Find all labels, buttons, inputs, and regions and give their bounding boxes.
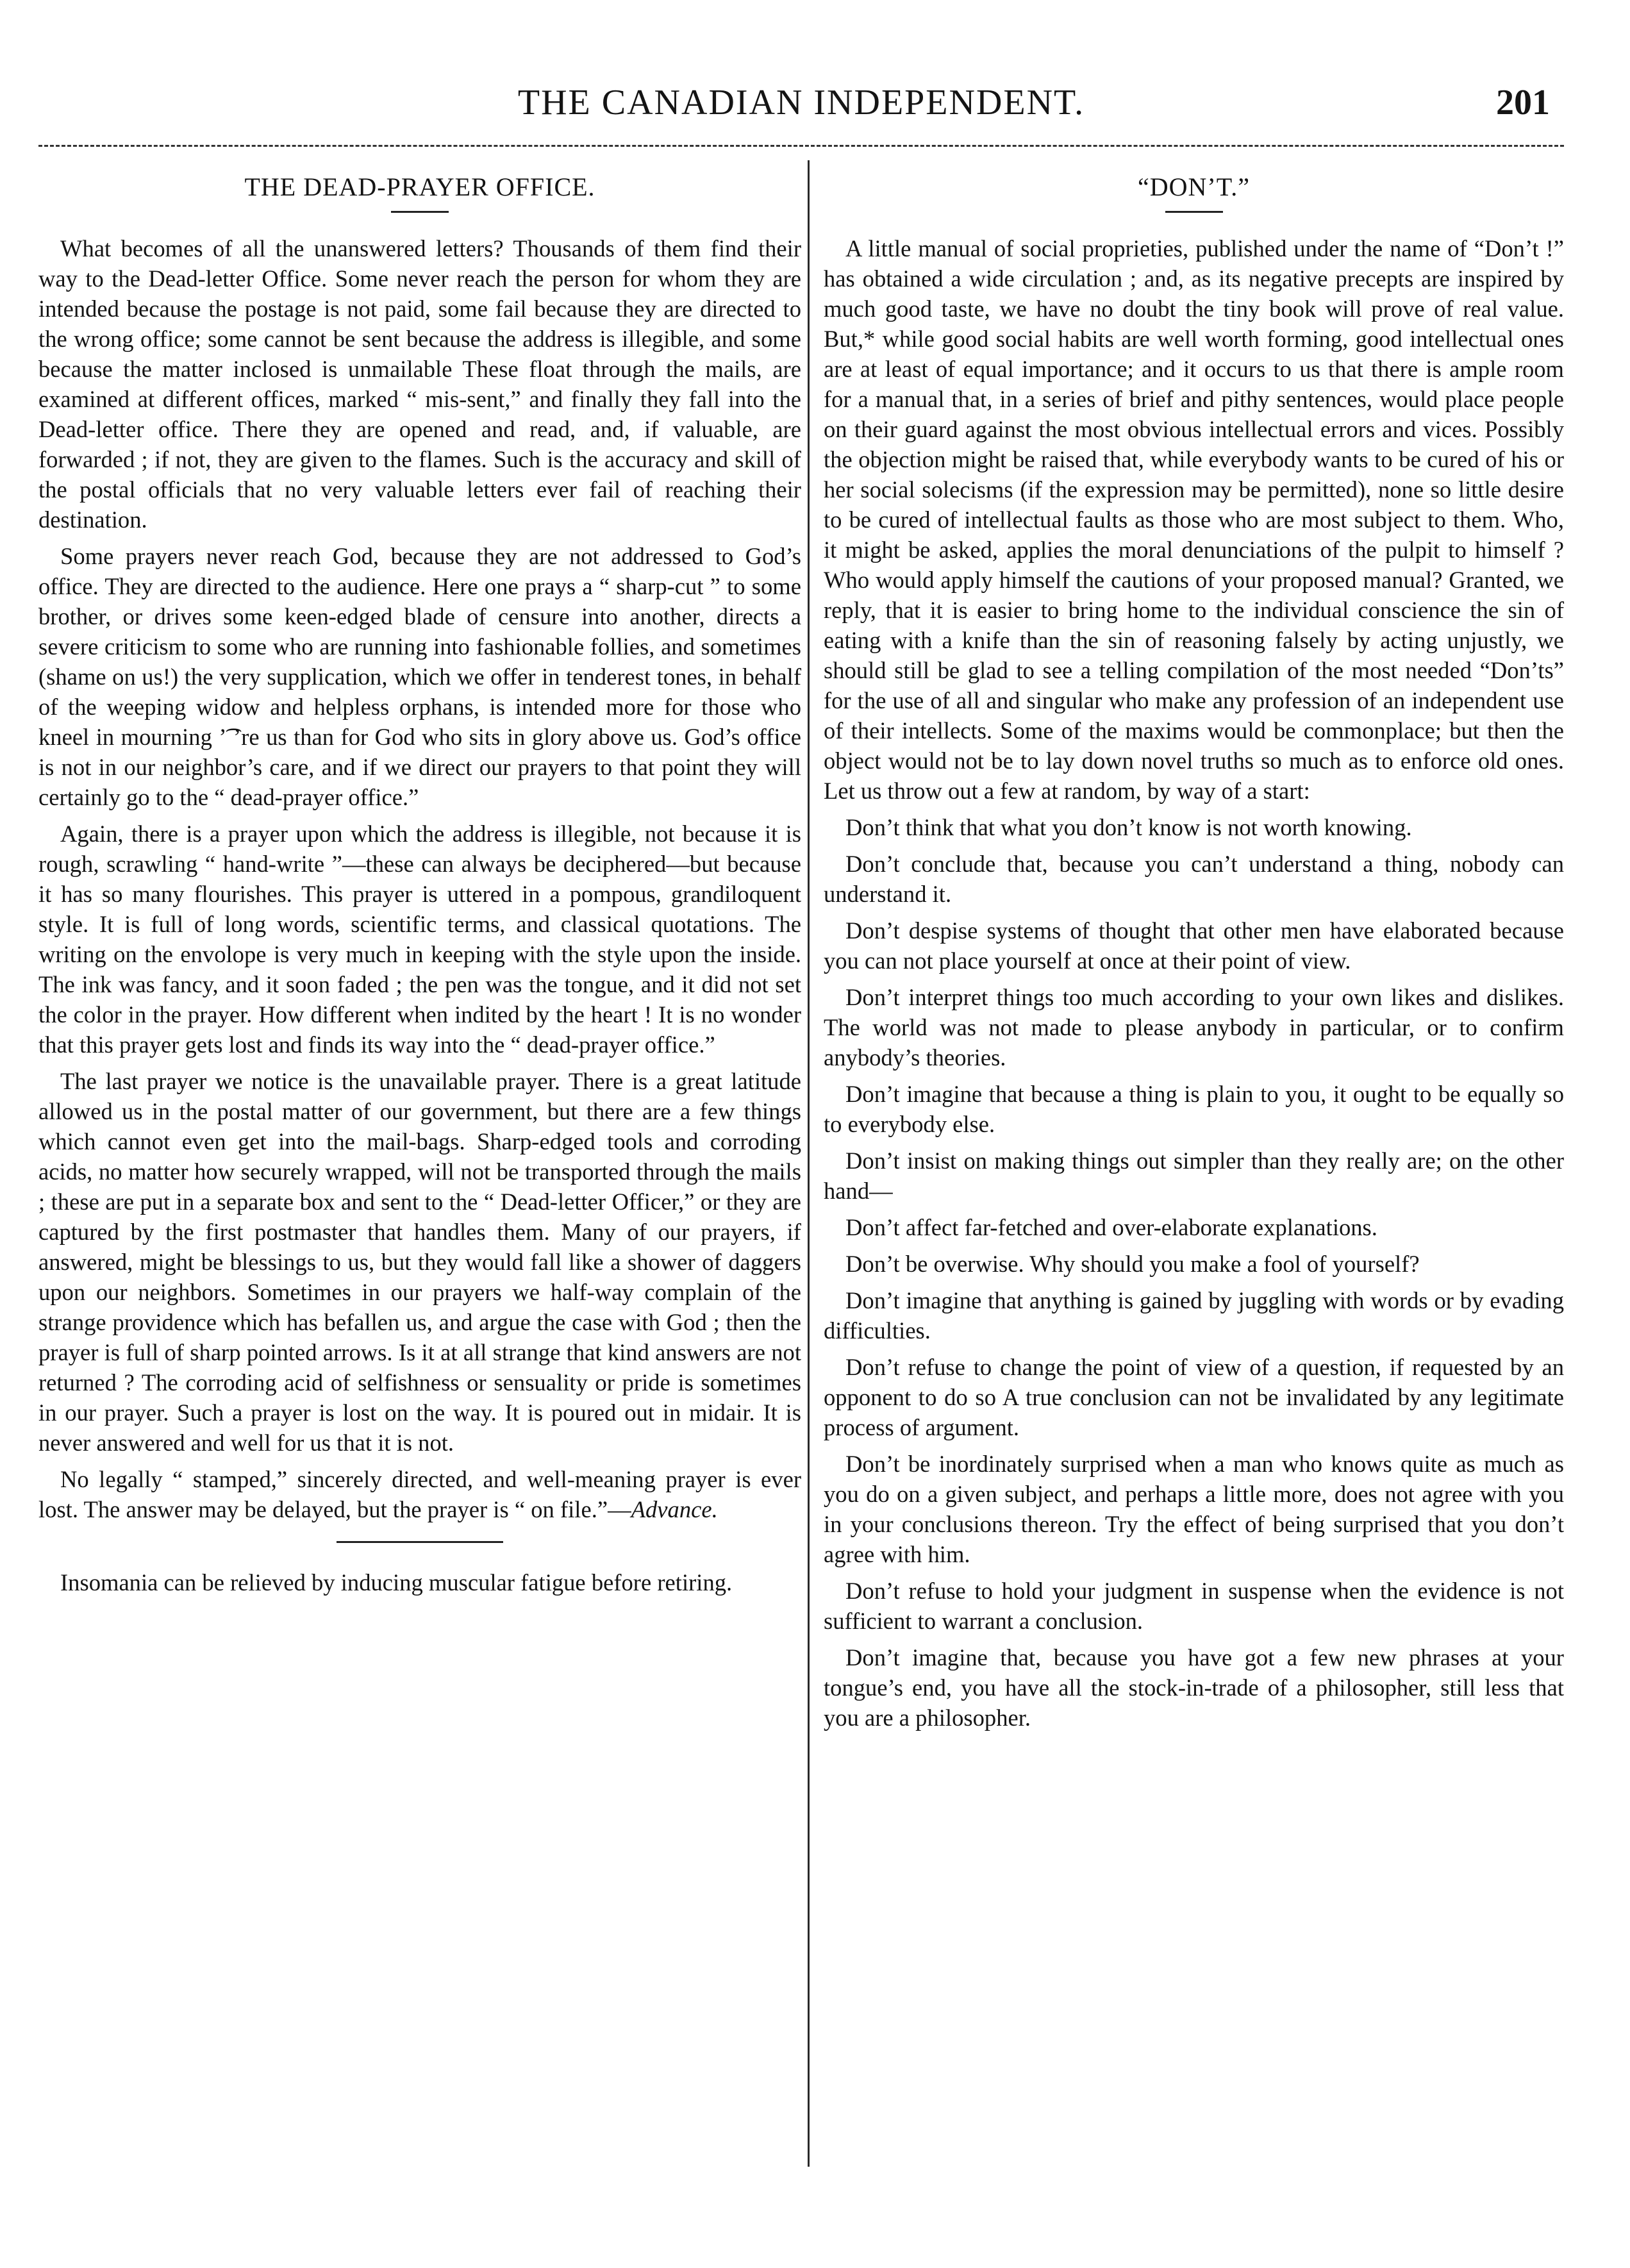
paragraph: Some prayers never reach God, because they are not addressed to God’s office. They are directed to the audience. Here one prays a “ sharp-cut ” to some brother, or drives some keen-edged blade of censure into another, directs a severe criticism to some who are running into fashionable follies, and sometimes (shame on us!) the very supplication, which we offer in tenderest tones, in behalf of the weeping widow and helpless orphans, is intended more for those who kneel in mourning ʼ͡ ʼre us than for God who sits in glory above us. God’s office is not in our neighbor’s care, and if we direct our prayers to that point they will certainly go to the “ dead-prayer office.” bbox=[38, 543, 801, 810]
maxim: Don’t be inordinately surprised when a man who knows quite as much as you do on a given subject, and perhaps a little more, does not agree with you in your conclusions thereon. Try the effect of being surprised that you don’t agree with him. bbox=[824, 1451, 1564, 1567]
maxim: Don’t think that what you don’t know is not worth knowing. bbox=[845, 814, 1412, 840]
paragraph: A little manual of social proprieties, published under the name of “Don’t !” has obtained a wide circulation ; and, as its negative precepts are inspired by much good taste, we have no doubt the tiny book will prove of real value. But,* while good social habits are well worth forming, good intellectual ones are at least of equal importance; and it occurs to us that there is ample room for a manual that, in a series of brief and pithy sentences, would place people on their guard against the most obvious intellectual errors and vices. Possibly the objection might be raised that, while everybody wants to be cured of his or her social solecisms (if the expression may be permitted), none so little desire to be cured of intellectual faults as those who are most subject to them. Who, it might be asked, applies the moral denunciations of the pulpit to himself ? Who would apply himself the cautions of your proposed manual? Granted, we reply, that it is easier to bring home to the individual conscience the sin of eating with a knife than the sin of reasoning falsely by acting unjustly, we should still be glad to see a telling compilation of the most needed “Don’ts” for the use of all and singular who make any profession of an independent use of their intellects. Some of the maxims would be commonplace; but then the object would not be to lay down novel truths so much as to enforce old ones. Let us throw out a few at random, by way of a start: bbox=[824, 235, 1564, 804]
page-header bbox=[38, 82, 1564, 133]
section-divider bbox=[337, 1541, 503, 1543]
note-paragraph: Insomania can be relieved by inducing muscular fatigue before retiring. bbox=[60, 1569, 733, 1596]
maxim: Don’t refuse to change the point of view of a question, if requested by an opponent to do so A true conclusion can not be invalidated by any legitimate process of argument. bbox=[824, 1354, 1564, 1440]
source-credit: Advance. bbox=[631, 1496, 718, 1522]
paragraph: Again, there is a prayer upon which the address is illegible, not because it is rough, scrawling “ hand-write ”—these can always be deciphered—but because it has so many flourishes. This prayer is uttered in a pompous, grandiloquent style. It is full of long words, scientific terms, and classical quotations. The writing on the envolope is very much in keeping with the style upon the inside. The ink was fancy, and it soon faded ; the pen was the tongue, and it did not set the color in the prayer. How different when indited by the heart ! It is no wonder that this prayer gets lost and finds its way into the “ dead-prayer office.” bbox=[38, 821, 801, 1058]
running-title: THE CANADIAN INDEPENDENT. bbox=[517, 83, 1085, 122]
maxim: Don’t interpret things too much according to your own likes and dislikes. The world was not made to please anybody in particular, or to confirm anybody’s theories. bbox=[824, 984, 1564, 1071]
heading-rule bbox=[391, 211, 449, 213]
maxim: Don’t despise systems of thought that other men have elaborated because you can not place yourself at once at their point of view. bbox=[824, 917, 1564, 974]
maxim: Don’t be overwise. Why should you make a fool of yourself? bbox=[845, 1251, 1420, 1277]
paragraph-final bbox=[38, 1464, 801, 1524]
maxim: Don’t insist on making things out simpler than they really are; on the other hand— bbox=[824, 1147, 1564, 1204]
maxim: Don’t refuse to hold your judgment in suspense when the evidence is not sufficient to warrant a conclusion. bbox=[824, 1578, 1564, 1634]
article-dont bbox=[824, 168, 1564, 1739]
maxim: Don’t imagine that because a thing is plain to you, it ought to be equally so to everybody else. bbox=[824, 1081, 1564, 1137]
paragraph: The last prayer we notice is the unavailable prayer. There is a great latitude allowed us in the postal matter of our government, but there are a few things which cannot even get into the mail-bags. Sharp-edged tools and corroding acids, no matter how securely wrapped, will not be transported through the mails ; these are put in a separate box and sent to the “ Dead-letter Officer,” or they are captured by the first postmaster that handles them. Many of our prayers, if answered, might be blessings to us, but they would fall like a shower of daggers upon our neighbors. Sometimes in our prayers we half-way complain of the strange providence which has befallen us, and argue the case with God ; then the prayer is full of sharp pointed arrows. Is it at all strange that kind answers are not returned ? The corroding acid of selfishness or sensuality or pride is sometimes in our prayer. Such a prayer is lost on the way. It is poured out in midair. It is never answered and well for us that it is not. bbox=[38, 1068, 801, 1456]
paragraph-text: No legally “ stamped,” sincerely directed, and well-meaning prayer is ever lost. The answer may be delayed, but the prayer is “ on file.”— bbox=[38, 1466, 801, 1522]
article-heading: “DON’T.” bbox=[1138, 172, 1250, 201]
heading-rule bbox=[1165, 211, 1223, 213]
header-rule bbox=[38, 145, 1564, 147]
column-divider bbox=[808, 160, 810, 2167]
maxim: Don’t imagine that, because you have got a few new phrases at your tongue’s end, you have all the stock-in-trade of a philosopher, still less that you are a philosopher. bbox=[824, 1644, 1564, 1731]
page-number: 201 bbox=[1496, 83, 1550, 122]
article-heading: THE DEAD-PRAYER OFFICE. bbox=[244, 172, 595, 201]
maxim: Don’t conclude that, because you can’t understand a thing, nobody can understand it. bbox=[824, 851, 1564, 907]
maxim: Don’t affect far-fetched and over-elaborate explanations. bbox=[845, 1214, 1377, 1240]
article-dead-prayer-office bbox=[38, 168, 801, 1604]
maxim: Don’t imagine that anything is gained by juggling with words or by evading difficulties. bbox=[824, 1287, 1564, 1344]
paragraph: What becomes of all the unanswered letters? Thousands of them find their way to the Dead-letter Office. Some never reach the person for whom they are intended because the postage is not paid, some fail because they are directed to the wrong office; some cannot be sent because the address is illegible, and some because the matter inclosed is unmailable These float through the mails, are examined at different offices, marked “ mis-sent,” and finally they fall into the Dead-letter office. There they are opened and read, and, if valuable, are forwarded ; if not, they are given to the flames. Such is the accuracy and skill of the postal officials that no very valuable letters ever fail of reaching their destination. bbox=[38, 235, 801, 533]
